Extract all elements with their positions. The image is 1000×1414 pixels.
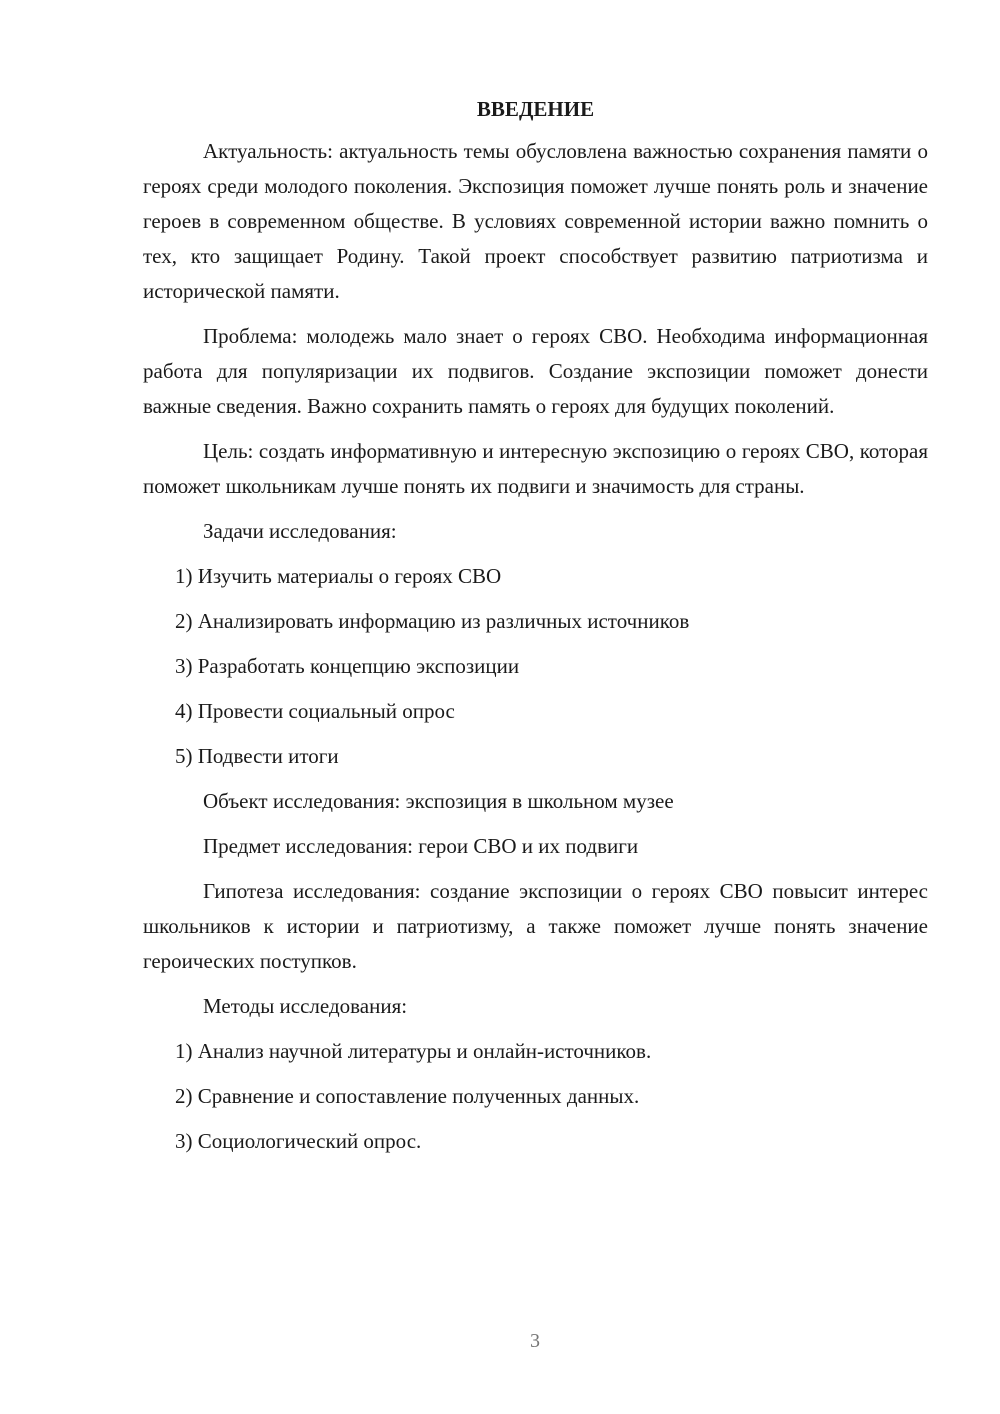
methods-heading: Методы исследования:: [203, 994, 408, 1018]
tasks-heading: Задачи исследования:: [203, 519, 397, 543]
hypothesis-paragraph: Гипотеза исследования: создание экспозиции о героях СВО повысит интерес школьников к истории и патриотизму, а также поможет лучше понять значение героических поступков.: [143, 879, 928, 973]
method-item-3: 3) Социологический опрос.: [175, 1129, 422, 1153]
method-item-1: 1) Анализ научной литературы и онлайн-источников.: [175, 1039, 652, 1063]
research-subject: Предмет исследования: герои СВО и их подвиги: [203, 834, 639, 858]
page-number: 3: [530, 1330, 540, 1352]
page-title: ВВЕДЕНИЕ: [476, 97, 595, 121]
task-item-1: 1) Изучить материалы о героях СВО: [175, 564, 502, 588]
task-item-5: 5) Подвести итоги: [175, 744, 339, 768]
goal-paragraph: Цель: создать информативную и интересную экспозицию о героях СВО, которая поможет школьникам лучше понять их подвиги и значимость для страны.: [143, 439, 928, 498]
task-item-2: 2) Анализировать информацию из различных источников: [175, 609, 690, 633]
relevance-paragraph: Актуальность: актуальность темы обусловлена важностью сохранения памяти о героях среди молодого поколения. Экспозиция поможет лучше понять роль и значение героев в современном обществе. В условиях современной истории важно помнить о тех, кто защищает Родину. Такой проект способствует развитию патриотизма и исторической памяти.: [143, 139, 928, 303]
task-item-4: 4) Провести социальный опрос: [175, 699, 455, 723]
document-page: [143, 94, 928, 1169]
task-item-3: 3) Разработать концепцию экспозиции: [175, 654, 520, 678]
problem-paragraph: Проблема: молодежь мало знает о героях СВО. Необходима информационная работа для популяризации их подвигов. Создание экспозиции поможет донести важные сведения. Важно сохранить память о героях для будущих поколений.: [143, 324, 928, 418]
method-item-2: 2) Сравнение и сопоставление полученных данных.: [175, 1084, 640, 1108]
research-object: Объект исследования: экспозиция в школьном музее: [203, 789, 674, 813]
